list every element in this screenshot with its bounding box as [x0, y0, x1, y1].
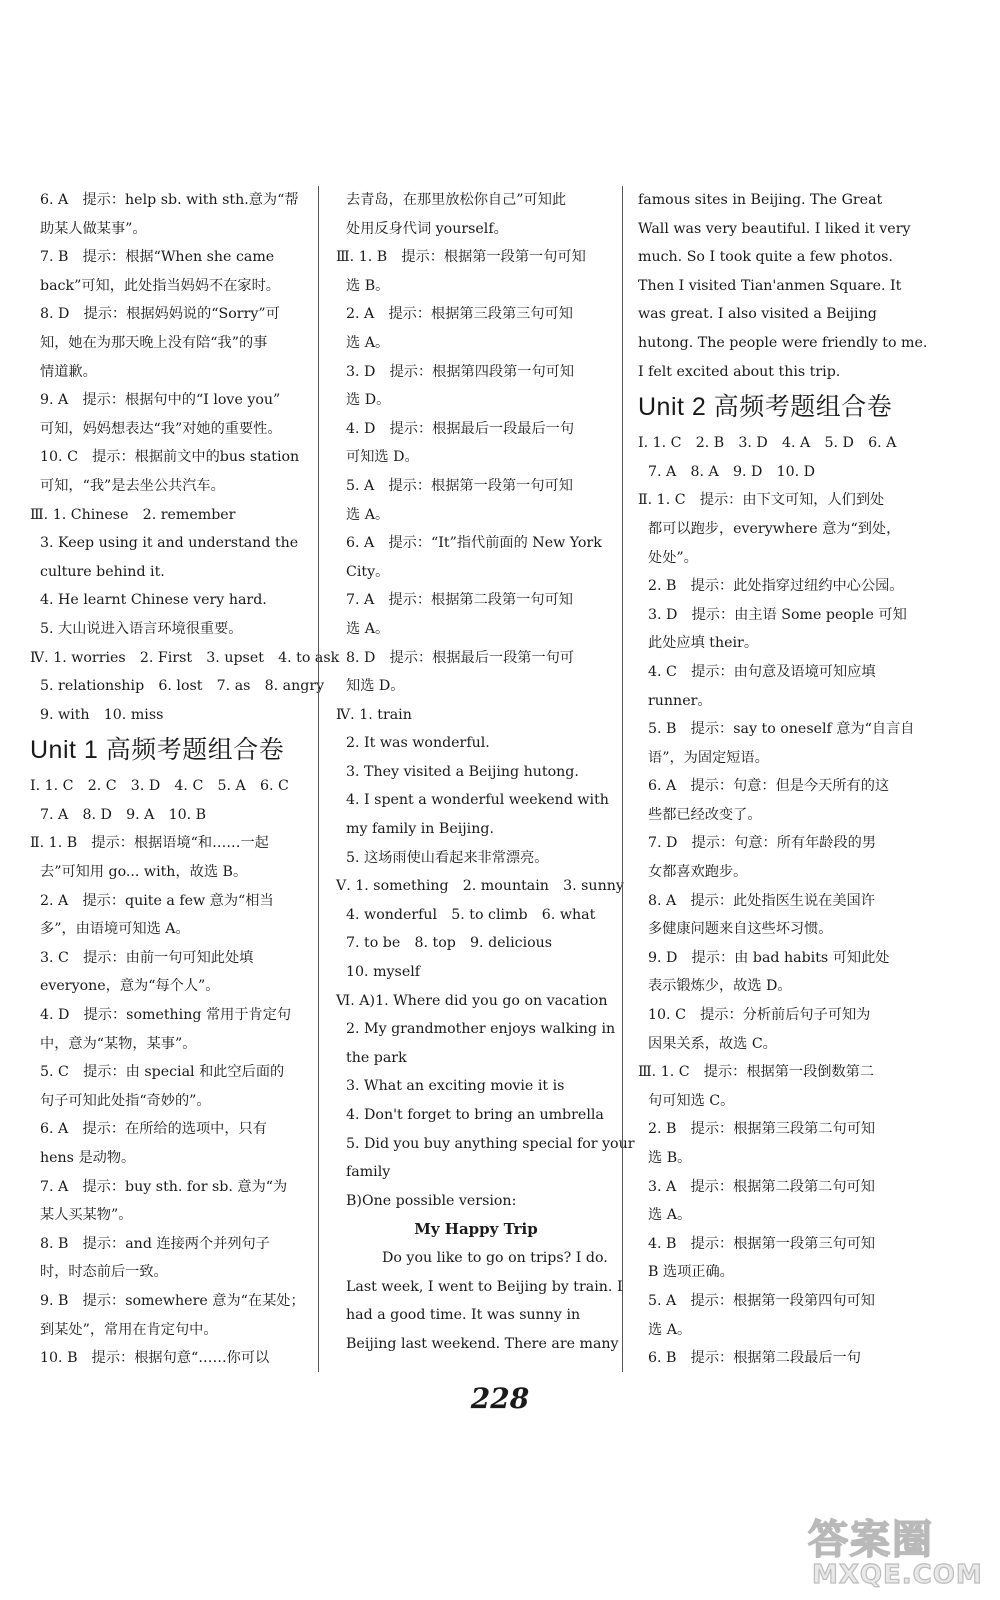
answer-line: 选 D。	[346, 392, 391, 409]
answer-line: 因果关系，故选 C。	[648, 1035, 777, 1052]
answer-line: 7. A 提示：buy sth. for sb. 意为“为	[40, 1178, 288, 1195]
answer-line: 选 A。	[648, 1321, 692, 1338]
answer-line: hutong. The people were friendly to me.	[638, 334, 928, 351]
answer-line: 9. B 提示：somewhere 意为“在某处；	[40, 1292, 305, 1309]
answer-line: B)One possible version:	[346, 1192, 517, 1209]
answer-line: 3. C 提示：由前一句可知此处填	[40, 949, 254, 966]
answer-line: 9. with 10. miss	[40, 706, 164, 723]
answer-line: 6. A 提示：在所给的选项中，只有	[40, 1121, 267, 1138]
answer-line: Wall was very beautiful. I liked it very	[638, 220, 911, 237]
watermark-logo	[798, 1508, 994, 1594]
answer-line: Then I visited Tian'anmen Square. It	[638, 277, 902, 294]
answer-line: 表示锻炼少，故选 D。	[648, 978, 792, 995]
answer-line: Do you like to go on trips? I do.	[382, 1249, 608, 1266]
answer-line: 选 A。	[346, 506, 390, 523]
answer-line: 2. A 提示：quite a few 意为“相当	[40, 892, 274, 909]
answer-line: 8. D 提示：根据妈妈说的“Sorry”可	[40, 306, 280, 323]
answer-line: 4. C 提示：由句意及语境可知应填	[648, 663, 876, 680]
answer-line: 选 B。	[346, 277, 390, 294]
answer-line: 6. A 提示：句意：但是今天所有的这	[648, 778, 890, 795]
answer-line: 些都已经改变了。	[648, 806, 762, 823]
answer-line: City。	[346, 563, 390, 580]
answer-line: 5. 这场雨使山看起来非常漂亮。	[346, 849, 549, 866]
answer-line: 9. D 提示：由 bad habits 可知此处	[648, 949, 890, 966]
answer-line: 去”可知用 go... with，故选 B。	[40, 864, 248, 881]
answer-line: 此处应填 their。	[648, 635, 759, 652]
answer-line: Last week, I went to Beijing by train. I	[346, 1278, 623, 1295]
answer-line: 7. to be 8. top 9. delicious	[346, 935, 553, 952]
answer-line: 9. A 提示：根据句中的“I love you”	[40, 392, 281, 409]
column-divider	[318, 186, 319, 1372]
answer-line: 3. Keep using it and understand the	[40, 535, 299, 552]
answer-line: 10. myself	[346, 964, 421, 981]
answer-line: Ⅰ. 1. C 2. B 3. D 4. A 5. D 6. A	[638, 435, 897, 452]
answer-line: Ⅱ. 1. B 提示：根据语境“和……一起	[30, 835, 269, 852]
answer-line: 某人买某物”。	[40, 1207, 133, 1224]
answer-line: 3. D 提示：根据第四段第一句可知	[346, 363, 575, 380]
answer-line: Beijing last weekend. There are many	[346, 1335, 619, 1352]
answer-line: 可知，“我”是去坐公共汽车。	[40, 477, 225, 494]
answer-line: Ⅳ. 1. train	[336, 706, 412, 723]
answer-line: Ⅰ. 1. C 2. C 3. D 4. C 5. A 6. C	[30, 778, 289, 795]
answer-line: I felt excited about this trip.	[638, 363, 841, 380]
answer-line: 4. D 提示：根据最后一段最后一句	[346, 420, 575, 437]
answer-line: famous sites in Beijing. The Great	[638, 192, 883, 208]
answer-line: 多健康问题来自这些坏习惯。	[648, 921, 833, 938]
answer-line: 女都喜欢跑步。	[648, 864, 748, 881]
answer-line: 助某人做某事”。	[40, 220, 147, 237]
column-right	[638, 186, 928, 1373]
answer-line: 4. wonderful 5. to climb 6. what	[346, 906, 596, 923]
essay-title: My Happy Trip	[414, 1220, 538, 1239]
answer-line: 3. A 提示：根据第二段第二句可知	[648, 1178, 875, 1195]
section-heading: Unit 2 高频考题组合卷	[638, 393, 893, 422]
answer-line: 5. A 提示：根据第一段第四句可知	[648, 1292, 875, 1309]
answer-line: 选 B。	[648, 1150, 692, 1166]
answer-line: 可知选 D。	[346, 449, 419, 466]
answer-line: 时，时态前后一致。	[40, 1264, 168, 1281]
answer-line: 7. A 提示：根据第二段第一句可知	[346, 592, 573, 609]
answer-line: 7. B 提示：根据“When she came	[40, 249, 275, 266]
answer-line: 情道歉。	[40, 363, 97, 380]
answer-line: 2. B 提示：此处指穿过纽约中心公园。	[648, 578, 904, 595]
answer-line: Ⅲ. 1. C 提示：根据第一段倒数第二	[638, 1064, 875, 1081]
answer-line: 5. Did you buy anything special for your	[346, 1135, 635, 1152]
answer-line: 4. Don't forget to bring an umbrella	[346, 1107, 604, 1123]
answer-line: 选 A。	[648, 1207, 692, 1224]
answer-line: 处用反身代词 yourself。	[346, 220, 508, 237]
answer-line: culture behind it.	[40, 563, 165, 580]
column-left	[30, 186, 340, 1373]
answer-line: 知选 D。	[346, 678, 405, 695]
answer-line: 语”，为固定短语。	[648, 749, 769, 766]
answer-line: 4. B 提示：根据第一段第三句可知	[648, 1235, 876, 1252]
answer-line: 5. B 提示：say to oneself 意为“自言自	[648, 721, 915, 738]
page-number: 228	[470, 1382, 530, 1415]
answer-line: 中，意为“某物，某事”。	[40, 1035, 197, 1052]
answer-line: 4. He learnt Chinese very hard.	[40, 592, 267, 609]
answer-line: 6. A 提示：help sb. with sth.意为“帮	[40, 192, 299, 208]
answer-line: 5. C 提示：由 special 和此空后面的	[40, 1064, 285, 1081]
answer-line: 2. It was wonderful.	[346, 735, 490, 752]
answer-line: 7. D 提示：句意：所有年龄段的男	[648, 835, 877, 852]
answer-line: my family in Beijing.	[346, 821, 494, 838]
answer-line: 8. A 提示：此处指医生说在美国许	[648, 892, 875, 909]
answer-line: 10. C 提示：分析前后句子可知为	[648, 1007, 871, 1024]
answer-line: Ⅲ. 1. B 提示：根据第一段第一句可知	[336, 249, 586, 266]
column-divider	[622, 186, 623, 1372]
answer-line: 知，她在为那天晚上没有陪“我”的事	[40, 334, 268, 351]
answer-line: 4. I spent a wonderful weekend with	[346, 792, 609, 809]
answer-line: runner。	[648, 692, 712, 709]
answer-line: Ⅱ. 1. C 提示：由下文可知，人们到处	[638, 492, 885, 509]
answer-line: 去青岛，在那里放松你自己”可知此	[346, 192, 567, 208]
answer-line: 可知，妈妈想表达“我”对她的重要性。	[40, 420, 282, 437]
answer-line: 3. They visited a Beijing hutong.	[346, 763, 579, 780]
answer-line: 2. My grandmother enjoys walking in	[346, 1021, 616, 1038]
answer-line: 3. D 提示：由主语 Some people 可知	[648, 606, 907, 623]
answer-line: 5. A 提示：根据第一段第一句可知	[346, 477, 573, 494]
watermark-text: 答案圈	[808, 1517, 934, 1563]
answer-line: 3. What an exciting movie it is	[346, 1078, 565, 1095]
answer-line: B 选项正确。	[648, 1264, 734, 1281]
answer-line: Ⅳ. 1. worries 2. First 3. upset 4. to ask	[30, 649, 340, 666]
section-heading: Unit 1 高频考题组合卷	[30, 736, 285, 765]
answer-line: 都可以跑步，everywhere 意为“到处，	[648, 520, 901, 537]
answer-line: 2. B 提示：根据第三段第二句可知	[648, 1121, 876, 1138]
answer-line: was great. I also visited a Beijing	[638, 306, 877, 323]
answer-line: 8. B 提示：and 连接两个并列句子	[40, 1235, 270, 1252]
answer-line: 8. D 提示：根据最后一段第一句可	[346, 649, 575, 666]
answer-line: 多”，由语境可知选 A。	[40, 921, 190, 938]
answer-line: 到某处”，常用在肯定句中。	[40, 1321, 218, 1338]
answer-line: 选 A。	[346, 620, 390, 637]
answer-line: 5. relationship 6. lost 7. as 8. angry	[40, 678, 325, 695]
answer-line: 选 A。	[346, 334, 390, 351]
answer-line: 6. B 提示：根据第二段最后一句	[648, 1350, 861, 1367]
answer-line: Ⅵ. A)1. Where did you go on vacation	[336, 992, 608, 1009]
answer-line: the park	[346, 1049, 407, 1066]
watermark-url: MXQE.COM	[812, 1560, 983, 1590]
answer-line: 2. A 提示：根据第三段第三句可知	[346, 306, 573, 323]
answer-line: 句可知选 C。	[648, 1092, 735, 1109]
answer-line: 句子可知此处指“奇妙的”。	[40, 1092, 211, 1109]
answer-line: everyone，意为“每个人”。	[40, 978, 220, 995]
answer-line: 7. A 8. D 9. A 10. B	[40, 806, 207, 823]
answer-line: 5. 大山说进入语言环境很重要。	[40, 620, 243, 637]
answer-line: Ⅲ. 1. Chinese 2. remember	[30, 506, 236, 523]
answer-line: 处处”。	[648, 549, 698, 566]
answer-line: 4. D 提示：something 常用于肯定句	[40, 1007, 292, 1024]
answer-line: 7. A 8. A 9. D 10. D	[648, 463, 816, 480]
column-middle	[336, 186, 635, 1358]
answer-line: 6. A 提示：“It”指代前面的 New York	[346, 535, 602, 552]
answer-line: back”可知，此处指当妈妈不在家时。	[40, 277, 280, 294]
answer-line: family	[346, 1164, 391, 1181]
answer-line: hens 是动物。	[40, 1150, 136, 1166]
answer-line: much. So I took quite a few photos.	[638, 249, 893, 266]
answer-line: Ⅴ. 1. something 2. mountain 3. sunny	[336, 878, 624, 895]
answer-line: 10. B 提示：根据句意“……你可以	[40, 1350, 270, 1367]
answer-line: had a good time. It was sunny in	[346, 1307, 581, 1324]
answer-line: 10. C 提示：根据前文中的bus station	[40, 449, 300, 466]
